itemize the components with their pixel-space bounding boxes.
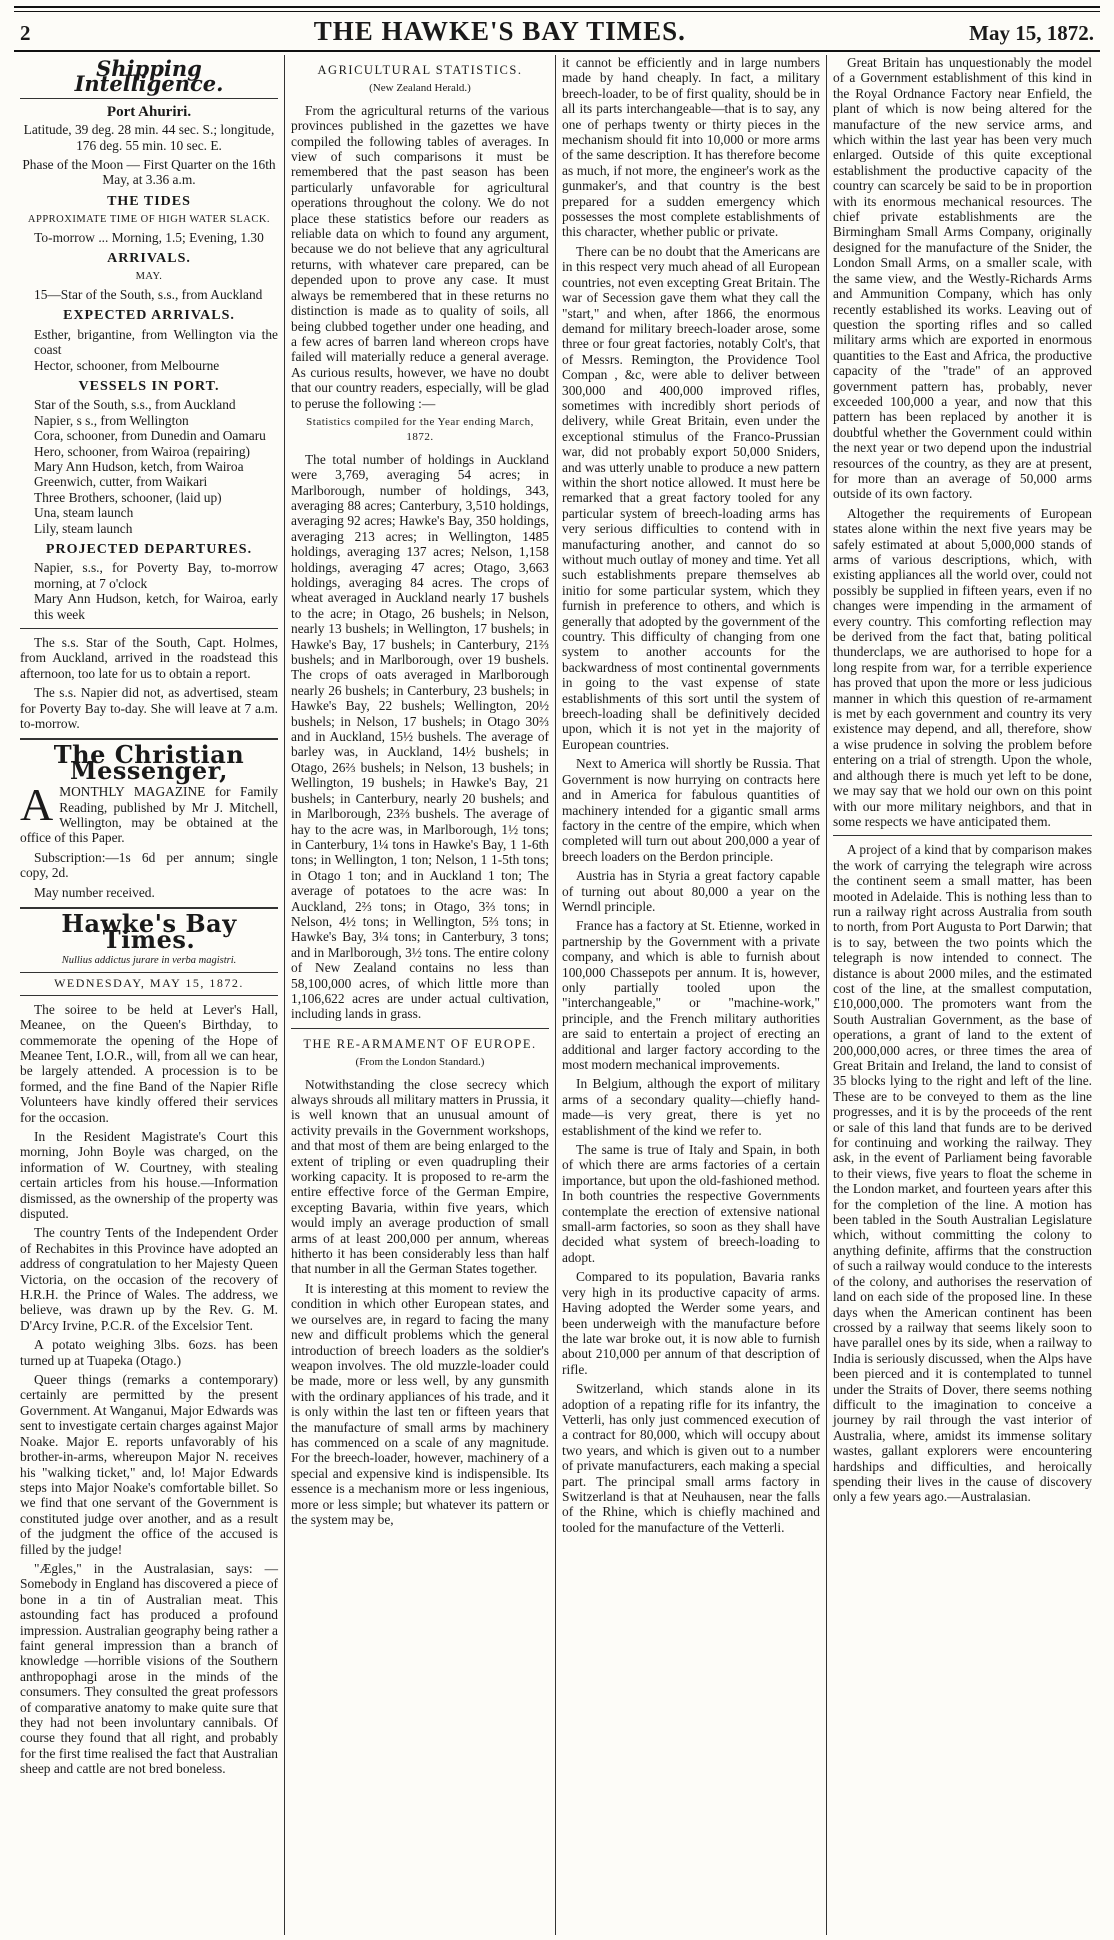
agri-stats: The total number of holdings in Auckland were 3,769, averaging 54 acres; in Marlborough, number of holdings, 343, averaging 88 acres; Canterbury, 3,510 holdings, averaging 92 acres; Hawke's Bay, 350 holdings, averaging 213 acres; in Wellington, 1485 holdings, averaging 137 acres; Nelson, 1,158 holdings, averaging 47 acres; Otago, 3,663 holdings, averaging 84 acres. The crops of wheat averaged in Auckland nearly 17 bushels to the acre; in Otago, 26 bushels; in Nelson, nearly 13 bushels; in Wellington, 17 bushels; in Hawke's Bay, 17 bushels; in Canterbury, 21⅔ bushels; and in Marlborough, over 19 bushels. The crops of oats averaged in Marlborough nearly 26 bushels; in Canterbury, 23 bushels; in Hawke's Bay, 22 bushels; Wellington, 20½ bushels; in Nelson, 17 bushels; in Otago 30⅔ and in Auckland, 15½ bushels. The average of barley was, in Auckland, 14½ bushels; in Otago, 26⅔ bushels; in Nelson, 13 bushels; in Wellington, 19 bushels; in Hawke's Bay, 21 bushels; in Canterbury, nearly 20 bushels; and in Marlborough, 23⅔ bushels. The average of hay to the acre was, in Marlborough, 1½ tons; in Canterbury, 1¼ tons in Hawke's Bay, 1 1-6th tons; in Wellington, 1 ton; Nelson, 1 1-5th tons; in Otago 1 ton; and in Auckland 1 ton; The average of potatoes to the acre was: In Auckland, 2⅔ tons; in Otago, 3⅔ tons; in Nelson, 4½ tons; in Wellington, 5⅔ tons; in Hawke's Bay, 3¼ tons; in Canterbury, 3 tons; and in Marlborough, 3½ tons. The entire colony of New Zealand contains no less than 58,100,000 acres, of which little more than 1,106,622 acres are under actual cultivation, including lands in grass. [291,451,549,1022]
drop-cap: A [20,779,54,831]
vessel-item: Hero, schooner, from Wairoa (repairing) [34,443,251,459]
rearm-paragraph: It is interesting at this moment to review the condition in which other European states, and we ourselves are, in regard to facing the many new and difficult problems which the general introduction of breech loaders as the soldier's weapon involves. The old muzzle-loader could be made, more or less well, by any gunsmith with the ordinary appliances of his trade, and it is only within the last ten or fifteen years that the manufacture of small arms by machinery has commenced on a scale of any magnitude. For the breech-loader, however, machinery of a special and expensive kind is indispensible. Its essence is a mechanism more or less ingenious, more or less simple; but whatever its pattern or the system may be, [291,1280,549,1527]
rearm-title: THE RE-ARMAMENT OF EUROPE. [303,1036,537,1051]
agri-paragraph: From the agricultural returns of the various provinces published in the gazettes we have compiled the following tables of averages. In view of such comparisons it must be remembered that the past season has been particularly unfavorable for agricultural operations throughout the colony. We do not place these statistics before our readers as reliable data on which to found any argument, because we do not believe that any agricultural returns, with whatever care prepared, can be depended upon to prove any case. It must always be remembered that in these returns no distinction is made as to quality of soils, all being clubbed together under one heading, and a few acres of barren land whereon crops have failed will materially reduce a general average. As curious results, however, we have no doubt that our country readers, especially, will be glad to peruse the following :— [291,102,549,411]
rearm-paragraph: France has a factory at St. Etienne, worked in partnership by the Government with a private company, and which is able to furnish about 100,000 Chassepots per annum. It is, however, only partially tooled upon the "interchangeable," or "machine-work," principle, and the French military authorities are said to entertain a project of erecting an additional and larger factory according to the most modern mechanical improvements. [562,918,820,1072]
messenger-subscription: Subscription:—1s 6d per annum; single copy, 2d. [20,849,278,881]
expected-header: EXPECTED ARRIVALS. [63,308,235,324]
vessel-item: Cora, schooner, from Dunedin and Oamaru [34,428,266,444]
vessel-item: Star of the South, s.s., from Auckland [34,397,236,413]
motto: Nullius addictus jurare in verba magistri. [61,954,237,966]
agri-subtitle: Statistics compiled for the Year ending March, 1872. [306,415,534,444]
shipping-note: The s.s. Star of the South, Capt. Holmes, from Auckland, arrived in the roadstead this afternoon, too late for us to obtain a report. [20,635,278,681]
rearm-paragraph: Compared to its population, Bavaria ranks very high in its productive capacity of arms. Having adopted the Werder some years, and been underweigh with the manufacture before the late war broke out, it is now able to furnish about 210,000 per annum of that description of rifle. [562,1269,820,1377]
column-2 [285,55,556,1935]
paper-nameplate: Hawke's Bay Times. [61,909,237,954]
rearm-paragraph: There can be no doubt that the Americans are in this respect very much ahead of all European countries, not even excepting Great Britain. The war of Secession gave them what they call the "start," and when, after 1866, the enormous demand for military breech-loader arose, some three or four great factories, notably Colt's, that of Messrs. Remington, the Providence Tool Compan , &c, were able to deliver between 300,000 and 400,000 improved rifles, sometimes with incredibly short periods of delivery, while Great Britain, even under the exceptional stimulus of the Franco-Prussian war, did not probably export 50,000 Sniders, and was utterly unable to produce a new pattern within the short notice allowed. It must here be remarked that a great factory tooled for any particular system of breech-loading arms has very serious difficulties to contend with in manufacturing another, and cannot do so without much outlay of money and time. Yet all such establishments prepare themselves ab initio for some particular system, which they furnish in preference to others, and which is generally that adopted by the government of the country. This difficulty of changing from one system to another accounts for the backwardness of most continental governments in going to the vast expense of state establishments of this sort until the system of breech-loading shall be definitively decided upon, which it is not yet in the majority of European countries. [562,243,820,752]
tides-subheader: APPROXIMATE TIME OF HIGH WATER SLACK. [27,214,271,226]
expected-item: Hector, schooner, from Melbourne [34,357,220,373]
rearm-paragraph: Austria has in Styria a great factory capable of turning out about 80,000 a year on the Werndl principle. [562,868,820,914]
rearm-paragraph: it cannot be efficiently and in large numbers made by hand cheaply. In fact, a military breech-loader, to be of first quality, should be in all its parts interchangeable—that is to say, any one of perhaps twenty or thirty pieces in the mechanism should fit into 10,000 or more arms of the same description. It has therefore become as much, if not more, the engineer's work as the gunmaker's, and that country is the best prepared for a sudden emergency which possesses the most complete establishments of this character, whether public or private. [562,55,820,240]
tides-line: To-morrow ... Morning, 1.5; Evening, 1.30 [34,229,264,245]
page-number: 2 [20,21,31,45]
news-paragraph: A potato weighing 3lbs. 6ozs. has been turned up at Tuapeka (Otago.) [20,1337,278,1368]
column-3 [556,55,827,1935]
tides-header: THE TIDES [107,193,191,209]
vessel-item: Una, steam launch [34,505,134,521]
vessels-header: VESSELS IN PORT. [78,378,220,394]
latlong: Latitude, 39 deg. 28 min. 44 sec. S.; longitude, 176 deg. 55 min. 10 sec. E. [23,122,275,153]
top-rule [14,6,1100,12]
divider [291,1028,549,1029]
rearm-paragraph: Switzerland, which stands alone in its adoption of a repating rifle for its infantry, the Vetterli, has only just commenced execution of a contract for 80,000, which will occupy about two years, and which is given out to a number of private manufacturers, each making a special part. The principal small arms factory in Switzerland is that at Neuhausen, near the falls of the Rhine, which is chiefly machined and tooled for the manufacture of the Vetterli. [562,1381,820,1535]
news-paragraph: The country Tents of the Independent Order of Rechabites in this Province have adopted an address of congratulation to her Majesty Queen Victoria, on the occasion of the recovery of H.R.H. the Prince of Wales. The address, we believe, was drawn up by the Rev. G. M. D'Arcy Irvine, P.C.R. of the Excelsior Tent. [20,1225,278,1333]
projected-item: Mary Ann Hudson, ketch, for Wairoa, early this week [34,591,278,622]
news-paragraph: The soiree to be held at Lever's Hall, Meanee, on the Queen's Birthday, to commemorate the opening of the Hope of Meanee Tent, I.O.R., will, from all we can hear, be largely attended. A procession is to be formed, and the fine Band of the Napier Rifle Volunteers have kindly offered their services for the occasion. [20,1001,278,1125]
moon-phase: Phase of the Moon — First Quarter on the 16th May, at 3.36 a.m. [22,157,276,188]
rearm-paragraph: Great Britain has unquestionably the model of a Government establishment of this kind in the Royal Ordnance Factory near Enfield, the plant of which is now being altered for the manufacture of the new service arms, and which within the last year has been very much enlarged. Outside of this quite exceptional establishment the productive capacity of the country can scarcely be said to be in proportion with its enormous mechanical resources. The chief private establishments are the Birmingham Small Arms Company, originally designed for the manufacture of the Snider, the London Small Arms, on a smaller scale, with the same view, and the Westly-Richards Arms and Ammunition Company, which has only recently established its works. Leaving out of question the sporting rifles and so called military arms which are exported in enormous quantities to the East and Africa, the productive capacity of the "trade" of an approved government pattern has, probably, never exceeded 100,000 a year, and now that this pattern has been replaced by another it is doubtful whether the Government could within the next year or two depend upon the industrial resources of the country, as they are at present, for more than an average of 50,000 arms outside of its own factory. [833,55,1092,502]
divider [20,628,278,629]
projected-header: PROJECTED DEPARTURES. [45,541,253,557]
arrivals-month: MAY. [135,271,163,283]
messenger-body: MONTHLY MAGAZINE for Family Reading, published by Mr J. Mitchell, Wellington, may be obtained at the office of this Paper. [20,784,278,846]
news-paragraph: "Ægles," in the Australasian, says: —Somebody in England has discovered a piece of bone in a tin of Australian meat. This astounding fact has produced a profound impression. Australian geography being rather a faint general impression than a branch of knowledge —horrible visions of the Southern anthropophagi arose in the minds of the consumers. They consulted the great professors of comparative anatomy to make quite sure that they had not been involuntary cannibals. Of course they found that all right, and probably for the first time realised the fact that Australian sheep and cattle are not bred boneless. [20,1560,278,1777]
port-name: Port Ahuriri. [106,103,192,120]
projected-item: Napier, s.s., for Poverty Bay, to-morrow morning, at 7 o'clock [34,560,278,591]
agri-source: (New Zealand Herald.) [369,82,471,95]
vessel-item: Napier, s s., from Wellington [34,412,189,428]
rearm-paragraph: The same is true of Italy and Spain, in both of which there are arms factories of a certain importance, but upon the old-fashioned method. In both countries the respective Governments contemplate the erection of extensive national small-arm factories, so soon as they shall have decided what system of breech-loading to adopt. [562,1142,820,1265]
dateline: WEDNESDAY, MAY 15, 1872. [20,972,278,995]
railway-paragraph: A project of a kind that by comparison makes the work of carrying the telegraph wire across the continent seem a small matter, has been mooted in Adelaide. This is nothing less than to run a railway right across Australia from south to north, from Port Augusta to Port Darwin; that is to say, between the two points which the telegraph is now intended to connect. The distance is about 2000 miles, and the estimated cost of the line, at the smallest computation, £10,000,000. The promoters want from the South Australian Government, as the base of operations, a grant of land to the extent of 200,000,000 acres, or three times the area of Great Britain and Ireland, the land to consist of 35 blocks lying to the right and left of the line. These are to be conveyed to them as the line progresses, and it is by the proceeds of the rent or sale of this land that funds are to be derived for continuing and working the railway. They ask, in the event of Parliament being favorable to their views, five years to float the scheme in the London market, and fourteen years after this for the completion of the line. A motion has been tabled in the South Australian Legislature which, without committing the colony to anything definite, affirms that the construction of such a railway would conduce to the interests of the colony, and authorises the reservation of land on each side of the proposed line. In these days when the American continent has been crossed by a railway that seems likely soon to have parallel ones by its side, when a railway to India is seriously discussed, when the Alps have been pierced and it is contemplated to tunnel under the Straits of Dover, there seems nothing difficult to the imagination to conceive a journey by rail through the vast interior of Australia, where, amidst its immense solitary wastes, gallant explorers were encountering hardships and difficulties, and heroically spending their lives in the cause of discovery only a few years ago.—Australasian. [833,842,1092,1505]
news-paragraph: In the Resident Magistrate's Court this morning, John Boyle was charged, on the information of W. Courtney, with stealing certain articles from his house.—Information dismissed, as the ownership of the property was disputed. [20,1128,278,1221]
issue-date: May 15, 1872. [969,21,1094,45]
news-paragraph: Queer things (remarks a contemporary) certainly are permitted by the present Government. At Wanganui, Major Edwards was sent to investigate certain charges against Major Noake. Major E. reports unfavorably of his brother-in-arms, whereupon Major N. receives his "walking ticket," and, lo! Major Edwards steps into Major Noake's comfortable billet. So we find that one servant of the Government is constituted judge over another, and as a result of the judgment the office of the accused is filled by the judge! [20,1372,278,1557]
expected-item: Esther, brigantine, from Wellington via the coast [34,326,278,358]
shipping-note: The s.s. Napier did not, as advertised, steam for Poverty Bay to-day. She will leave at 7 a.m. to-morrow. [20,685,278,732]
column-4 [827,55,1098,1935]
rearm-paragraph: Next to America will shortly be Russia. That Government is now hurrying on contracts here and in America for fabulous quantities of machinery intended for a gigantic small arms factory in the centre of the empire, which when completed will turn out about 200,000 a year of breech loaders on the Berdon principle. [562,756,820,864]
arrivals-header: ARRIVALS. [107,251,191,267]
vessel-item: Greenwich, cutter, from Waikari [34,474,208,490]
vessel-item: Lily, steam launch [34,520,133,536]
masthead [14,16,1100,52]
messenger-ad [20,779,278,846]
messenger-received: May number received. [34,884,155,900]
rearm-source: (From the London Standard.) [355,1056,485,1069]
columns [14,55,1100,1935]
rearm-paragraph: Notwithstanding the close secrecy which always shrouds all military matters in Prussia, it is well known that an unusual amount of activity prevails in the Government workshops, and that most of them are being enlarged to the extent of tripling or even quadrupling their working capacity. It is proposed to re-arm the entire effective force of the German Empire, excepting Bavaria, within five years, which would imply an average production of small arms of at least 200,000 per annum, whereas hitherto it has been considerably less than half that number in all the German States together. [291,1076,549,1277]
vessel-item: Three Brothers, schooner, (laid up) [34,489,222,505]
arrival-item: 15—Star of the South, s.s., from Auckland [34,286,263,302]
rearm-paragraph: In Belgium, although the export of military arms of a secondary quality—chiefly hand-made—is very great, there is yet no establishment of the kind we refer to. [562,1076,820,1138]
rearm-paragraph: Altogether the requirements of European states alone within the next five years may be safely estimated at about 5,000,000 stands of arms of various descriptions, which, with existing appliances all the world over, could not possibly be supplied in fifteen years, even if no changes were impending in the armament of every country. This comforting reflection may be derived from the fact that, bating political thunderclaps, we are authorised to hope for a long respite from war, for a terrible experience has proved that upon the more or less judicious manner in which this question of re-armament is met by each government and country its very existence may depend, and all, therefore, show a wise prudence in solving the problem before entering on a trial of strength. Upon the whole, and although there is much yet left to be done, we may say that we hold our own on this point with our more military neighbors, and that in some respects we have anticipated them. [833,505,1092,829]
shipping-title: Shipping Intelligence. [20,61,278,99]
paper-title: THE HAWKE'S BAY TIMES. [313,16,686,46]
messenger-title: The Christian Messenger, [53,740,245,785]
divider [833,835,1092,836]
agri-title: AGRICULTURAL STATISTICS. [317,63,523,77]
column-1 [14,55,285,1935]
vessel-item: Mary Ann Hudson, ketch, from Wairoa [34,458,244,474]
